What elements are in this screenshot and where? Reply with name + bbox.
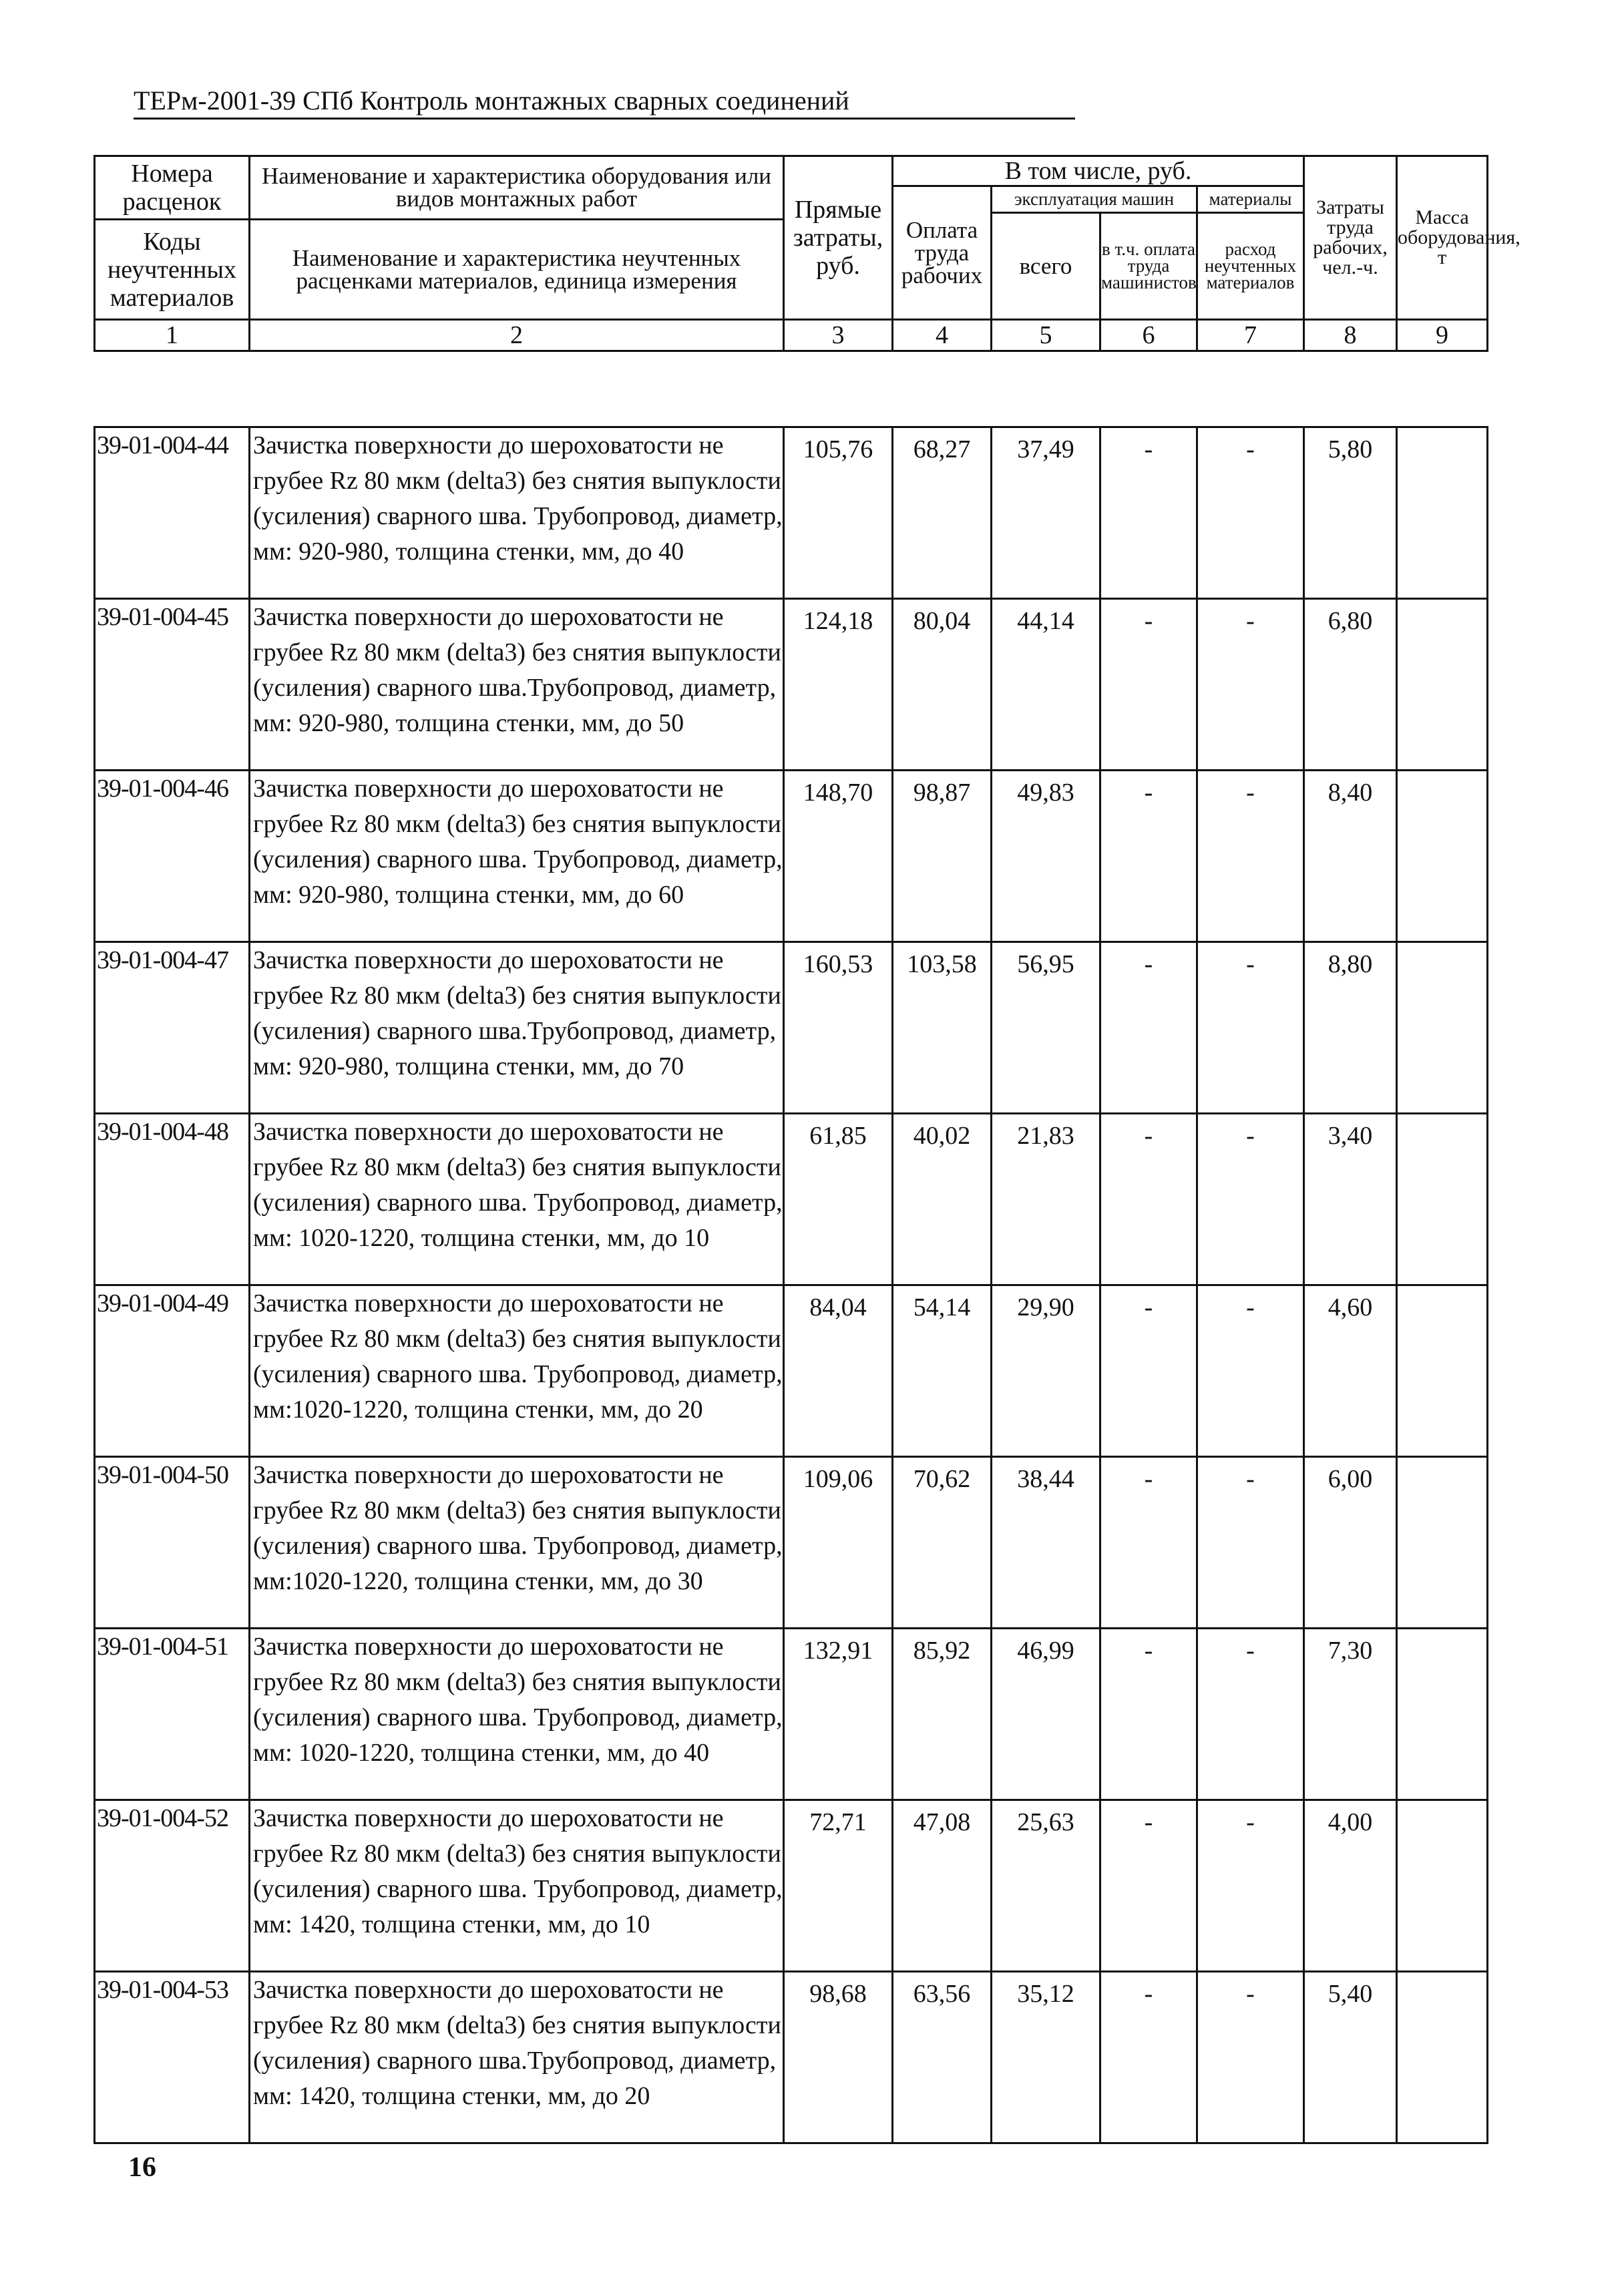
- cell-labor-costs: 8,40: [1304, 771, 1397, 942]
- cell-machines-total: 21,83: [992, 1114, 1100, 1285]
- column-number: 6: [1100, 320, 1197, 351]
- cell-labor-costs: 4,60: [1304, 1285, 1397, 1457]
- cell-rate-code: 39-01-004-53: [95, 1972, 250, 2143]
- table-row: [95, 1629, 1488, 1800]
- cell-operator-wages: -: [1100, 1285, 1197, 1457]
- cell-operator-wages: -: [1100, 1457, 1197, 1629]
- cell-unaccounted-materials: -: [1197, 1457, 1304, 1629]
- header-operator-wages: в т.ч. оплата труда машинистов: [1100, 213, 1197, 320]
- cell-equipment-mass: [1397, 771, 1488, 942]
- cell-rate-code: 39-01-004-46: [95, 771, 250, 942]
- column-number: 8: [1304, 320, 1397, 351]
- header-direct-costs: Прямые затраты, руб.: [784, 156, 893, 320]
- header-including-group: В том числе, руб.: [893, 156, 1304, 186]
- cell-equipment-mass: [1397, 427, 1488, 599]
- cell-machines-total: 29,90: [992, 1285, 1100, 1457]
- table-row: [95, 1114, 1488, 1285]
- title-underline: [134, 118, 1075, 120]
- cell-worker-wages: 80,04: [893, 599, 992, 771]
- cell-direct-costs: 124,18: [784, 599, 893, 771]
- cell-worker-wages: 54,14: [893, 1285, 992, 1457]
- cell-worker-wages: 40,02: [893, 1114, 992, 1285]
- header-materials-group: материалы: [1197, 186, 1304, 213]
- header-rate-numbers: Номера расценок: [95, 156, 250, 220]
- column-number: 9: [1397, 320, 1488, 351]
- cell-rate-code: 39-01-004-51: [95, 1629, 250, 1800]
- cell-equipment-mass: [1397, 942, 1488, 1114]
- cell-rate-code: 39-01-004-50: [95, 1457, 250, 1629]
- cell-machines-total: 35,12: [992, 1972, 1100, 2143]
- header-equipment-mass: Масса оборудования, т: [1397, 156, 1488, 320]
- column-number: 7: [1197, 320, 1304, 351]
- cell-work-description: Зачистка поверхности до шероховатости не грубее Rz 80 мкм (delta3) без снятия выпуклости (усиления) сварного шва.Трубопровод, диаметр, мм: 920-980, толщина стенки, мм, до 70: [250, 942, 784, 1114]
- cell-labor-costs: 4,00: [1304, 1800, 1397, 1972]
- column-number: 4: [893, 320, 992, 351]
- cell-equipment-mass: [1397, 1285, 1488, 1457]
- column-number: 5: [992, 320, 1100, 351]
- table-row: [95, 599, 1488, 771]
- cell-operator-wages: -: [1100, 942, 1197, 1114]
- header-machines-total: всего: [992, 213, 1100, 320]
- cell-work-description: Зачистка поверхности до шероховатости не грубее Rz 80 мкм (delta3) без снятия выпуклости (усиления) сварного шва. Трубопровод, диаметр, мм: 920-980, толщина стенки, мм, до 60: [250, 771, 784, 942]
- cell-equipment-mass: [1397, 1114, 1488, 1285]
- cell-rate-code: 39-01-004-44: [95, 427, 250, 599]
- cell-work-description: Зачистка поверхности до шероховатости не грубее Rz 80 мкм (delta3) без снятия выпуклости (усиления) сварного шва. Трубопровод, диаметр, мм: 1420, толщина стенки, мм, до 10: [250, 1800, 784, 1972]
- cell-worker-wages: 98,87: [893, 771, 992, 942]
- cell-equipment-mass: [1397, 1800, 1488, 1972]
- cell-work-description: Зачистка поверхности до шероховатости не грубее Rz 80 мкм (delta3) без снятия выпуклости (усиления) сварного шва. Трубопровод, диаметр, мм: 920-980, толщина стенки, мм, до 40: [250, 427, 784, 599]
- cell-rate-code: 39-01-004-47: [95, 942, 250, 1114]
- table-header: [93, 155, 1520, 352]
- cell-labor-costs: 3,40: [1304, 1114, 1397, 1285]
- header-material-description: Наименование и характеристика неучтенных расценками материалов, единица измерения: [250, 220, 784, 320]
- cell-direct-costs: 148,70: [784, 771, 893, 942]
- cell-worker-wages: 63,56: [893, 1972, 992, 2143]
- cell-unaccounted-materials: -: [1197, 1629, 1304, 1800]
- cell-machines-total: 44,14: [992, 599, 1100, 771]
- cell-machines-total: 46,99: [992, 1629, 1100, 1800]
- table-row: [95, 1285, 1488, 1457]
- cell-labor-costs: 6,80: [1304, 599, 1397, 771]
- cell-labor-costs: 7,30: [1304, 1629, 1397, 1800]
- cell-operator-wages: -: [1100, 1800, 1197, 1972]
- cell-direct-costs: 132,91: [784, 1629, 893, 1800]
- cell-machines-total: 38,44: [992, 1457, 1100, 1629]
- cell-direct-costs: 98,68: [784, 1972, 893, 2143]
- cell-labor-costs: 5,80: [1304, 427, 1397, 599]
- cell-work-description: Зачистка поверхности до шероховатости не грубее Rz 80 мкм (delta3) без снятия выпуклости (усиления) сварного шва.Трубопровод, диаметр, мм: 1420, толщина стенки, мм, до 20: [250, 1972, 784, 2143]
- header-unaccounted-materials: расход неучтенных материалов: [1197, 213, 1304, 320]
- cell-rate-code: 39-01-004-45: [95, 599, 250, 771]
- table-row: [95, 771, 1488, 942]
- cell-direct-costs: 72,71: [784, 1800, 893, 1972]
- cell-machines-total: 49,83: [992, 771, 1100, 942]
- cell-labor-costs: 8,80: [1304, 942, 1397, 1114]
- cell-machines-total: 56,95: [992, 942, 1100, 1114]
- cell-labor-costs: 5,40: [1304, 1972, 1397, 2143]
- cell-worker-wages: 47,08: [893, 1800, 992, 1972]
- cell-rate-code: 39-01-004-49: [95, 1285, 250, 1457]
- cell-unaccounted-materials: -: [1197, 427, 1304, 599]
- cell-rate-code: 39-01-004-48: [95, 1114, 250, 1285]
- page-number: 16: [128, 2152, 156, 2183]
- header-material-codes: Коды неучтенных материалов: [95, 220, 250, 320]
- cell-worker-wages: 68,27: [893, 427, 992, 599]
- table-row: [95, 427, 1488, 599]
- cell-equipment-mass: [1397, 599, 1488, 771]
- cell-operator-wages: -: [1100, 1629, 1197, 1800]
- table-row: [95, 1457, 1488, 1629]
- cell-unaccounted-materials: -: [1197, 1285, 1304, 1457]
- cell-labor-costs: 6,00: [1304, 1457, 1397, 1629]
- table-row: [95, 942, 1488, 1114]
- page-title: ТЕРм-2001-39 СПб Контроль монтажных сварных соединений: [134, 85, 849, 116]
- cell-unaccounted-materials: -: [1197, 1114, 1304, 1285]
- cell-operator-wages: -: [1100, 599, 1197, 771]
- cell-worker-wages: 85,92: [893, 1629, 992, 1800]
- header-labor-costs: Затраты труда рабочих, чел.-ч.: [1304, 156, 1397, 320]
- cell-unaccounted-materials: -: [1197, 942, 1304, 1114]
- header-work-description: Наименование и характеристика оборудования или видов монтажных работ: [250, 156, 784, 220]
- cell-direct-costs: 160,53: [784, 942, 893, 1114]
- rates-table: [93, 426, 1488, 2144]
- table-row: [95, 1972, 1488, 2143]
- cell-work-description: Зачистка поверхности до шероховатости не грубее Rz 80 мкм (delta3) без снятия выпуклости (усиления) сварного шва. Трубопровод, диаметр, мм: 1020-1220, толщина стенки, мм, до 40: [250, 1629, 784, 1800]
- cell-operator-wages: -: [1100, 1972, 1197, 2143]
- cell-unaccounted-materials: -: [1197, 771, 1304, 942]
- cell-unaccounted-materials: -: [1197, 1800, 1304, 1972]
- cell-unaccounted-materials: -: [1197, 1972, 1304, 2143]
- cell-work-description: Зачистка поверхности до шероховатости не грубее Rz 80 мкм (delta3) без снятия выпуклости (усиления) сварного шва. Трубопровод, диаметр, мм: 1020-1220, толщина стенки, мм, до 10: [250, 1114, 784, 1285]
- column-number: 1: [95, 320, 250, 351]
- table-row: [95, 1800, 1488, 1972]
- cell-operator-wages: -: [1100, 427, 1197, 599]
- cell-unaccounted-materials: -: [1197, 599, 1304, 771]
- cell-worker-wages: 70,62: [893, 1457, 992, 1629]
- cell-equipment-mass: [1397, 1457, 1488, 1629]
- header-worker-wages: Оплата труда рабочих: [893, 186, 992, 320]
- column-number: 3: [784, 320, 893, 351]
- cell-machines-total: 25,63: [992, 1800, 1100, 1972]
- cell-machines-total: 37,49: [992, 427, 1100, 599]
- cell-operator-wages: -: [1100, 771, 1197, 942]
- cell-direct-costs: 105,76: [784, 427, 893, 599]
- cell-equipment-mass: [1397, 1972, 1488, 2143]
- cell-operator-wages: -: [1100, 1114, 1197, 1285]
- column-number: 2: [250, 320, 784, 351]
- header-machines-group: эксплуатация машин: [992, 186, 1197, 213]
- cell-rate-code: 39-01-004-52: [95, 1800, 250, 1972]
- cell-direct-costs: 61,85: [784, 1114, 893, 1285]
- cell-worker-wages: 103,58: [893, 942, 992, 1114]
- cell-work-description: Зачистка поверхности до шероховатости не грубее Rz 80 мкм (delta3) без снятия выпуклости (усиления) сварного шва. Трубопровод, диаметр, мм:1020-1220, толщина стенки, мм, до 30: [250, 1457, 784, 1629]
- cell-work-description: Зачистка поверхности до шероховатости не грубее Rz 80 мкм (delta3) без снятия выпуклости (усиления) сварного шва. Трубопровод, диаметр, мм:1020-1220, толщина стенки, мм, до 20: [250, 1285, 784, 1457]
- cell-direct-costs: 109,06: [784, 1457, 893, 1629]
- cell-direct-costs: 84,04: [784, 1285, 893, 1457]
- cell-equipment-mass: [1397, 1629, 1488, 1800]
- cell-work-description: Зачистка поверхности до шероховатости не грубее Rz 80 мкм (delta3) без снятия выпуклости (усиления) сварного шва.Трубопровод, диаметр, мм: 920-980, толщина стенки, мм, до 50: [250, 599, 784, 771]
